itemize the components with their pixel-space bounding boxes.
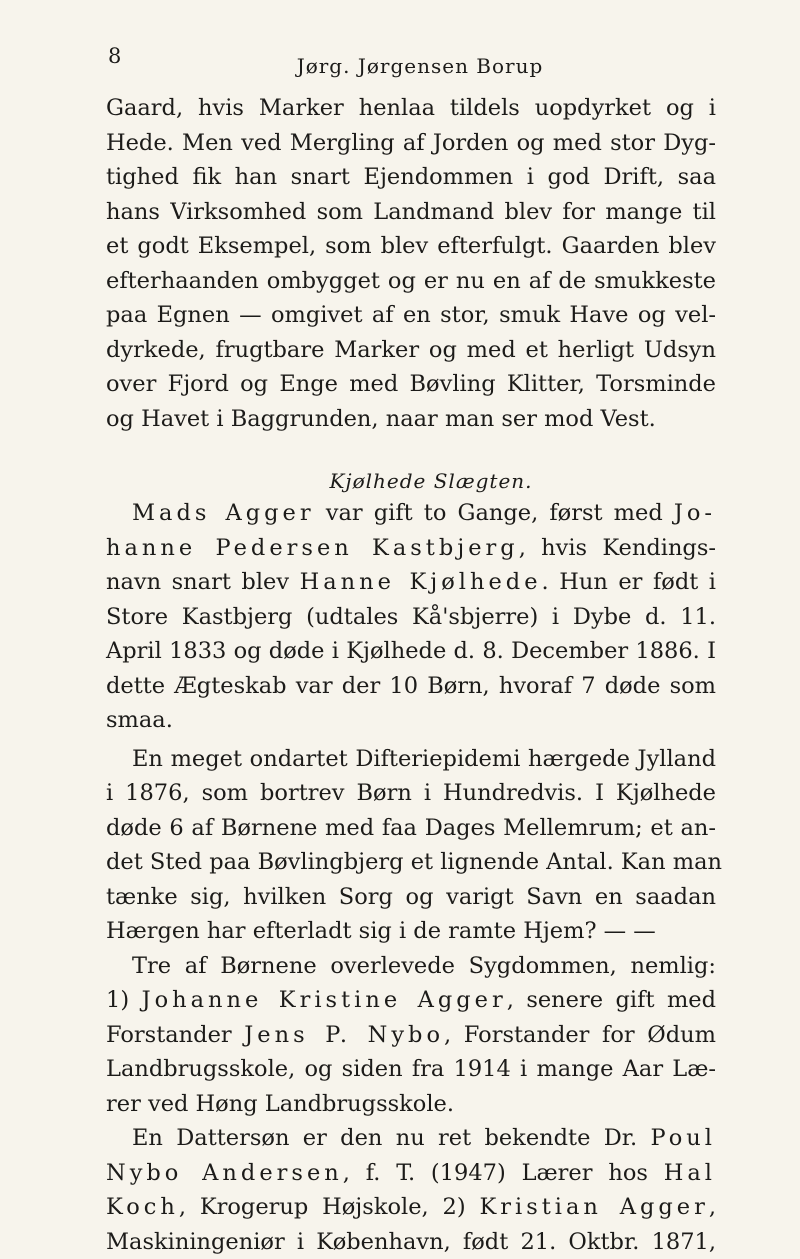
person-name: Kristian Agger xyxy=(479,1194,708,1220)
text-line: Maskiningeniør i København, født 21. Oktbr. 1871, xyxy=(106,1225,716,1259)
text-line: Forstander Jens P. Nybo, Forstander for Ødum xyxy=(106,1018,716,1053)
text-line: navn snart blev Hanne Kjølhede. Hun er født i xyxy=(106,565,716,600)
text-line: En meget ondartet Difteriepidemi hærgede Jylland xyxy=(106,742,716,777)
text-line: rer ved Høng Landbrugsskole. xyxy=(106,1087,716,1122)
text-line: Koch, Krogerup Højskole, 2) Kristian Agger, xyxy=(106,1190,716,1225)
text-line: efterhaanden ombygget og er nu en af de smukkeste xyxy=(106,264,716,299)
person-name: Mads Agger xyxy=(132,500,315,526)
text-line: Nybo Andersen, f. T. (1947) Lærer hos Hal xyxy=(106,1156,716,1191)
text-line: dette Ægteskab var der 10 Børn, hvoraf 7 døde som xyxy=(106,669,716,704)
person-name: Johanne Kristine Agger xyxy=(142,987,507,1013)
text-line: En Dattersøn er den nu ret bekendte Dr. Poul xyxy=(106,1121,716,1156)
text-line: Mads Agger var gift to Gange, først med Jo- xyxy=(106,496,716,531)
page-header xyxy=(100,44,740,80)
text-line: paa Egnen — omgivet af en stor, smuk Have og vel- xyxy=(106,298,716,333)
person-name: Jens P. Nybo xyxy=(244,1022,444,1048)
text-line: Store Kastbjerg (udtales Kå'sbjerre) i Dybe d. 11. xyxy=(106,600,716,635)
text-line: døde 6 af Børnene med faa Dages Mellemrum; et an- xyxy=(106,811,716,846)
text-line: Landbrugsskole, og siden fra 1914 i mange Aar Læ- xyxy=(106,1052,716,1087)
page-number: 8 xyxy=(108,44,121,68)
text-line: April 1833 og døde i Kjølhede d. 8. December 1886. I xyxy=(106,634,716,669)
text-line: Hærgen har efterladt sig i de ramte Hjem? — — xyxy=(106,914,716,949)
text-line: Gaard, hvis Marker henlaa tildels uopdyrket og i xyxy=(106,91,716,126)
person-name: Jo- xyxy=(674,500,716,526)
text-line: tænke sig, hvilken Sorg og varigt Savn en saadan xyxy=(106,880,716,915)
person-name: Hal xyxy=(664,1160,716,1186)
text-line: hans Virksomhed som Landmand blev for mange til xyxy=(106,195,716,230)
text-line: dyrkede, frugtbare Marker og med et herligt Udsyn xyxy=(106,333,716,368)
body-text xyxy=(106,91,716,1259)
text-line: Tre af Børnene overlevede Sygdommen, nemlig: xyxy=(106,949,716,984)
running-head: Jørg. Jørgensen Borup xyxy=(100,54,740,78)
person-name: Nybo Andersen xyxy=(106,1160,343,1186)
text-line: hanne Pedersen Kastbjerg, hvis Kendings- xyxy=(106,531,716,566)
text-line: et godt Eksempel, som blev efterfulgt. Gaarden blev xyxy=(106,229,716,264)
person-name: hanne Pedersen Kastbjerg xyxy=(106,535,519,561)
text-line: og Havet i Baggrunden, naar man ser mod Vest. xyxy=(106,402,716,437)
text-line: smaa. xyxy=(106,703,716,738)
text-line: Hede. Men ved Mergling af Jorden og med stor Dyg- xyxy=(106,126,716,161)
text-line: over Fjord og Enge med Bøvling Klitter, Torsminde xyxy=(106,367,716,402)
text-line: tighed fik han snart Ejendommen i god Drift, saa xyxy=(106,160,716,195)
text-line: det Sted paa Bøvlingbjerg et lignende Antal. Kan man xyxy=(106,845,716,880)
text-line: i 1876, som bortrev Børn i Hundredvis. I Kjølhede xyxy=(106,776,716,811)
text-line: 1) Johanne Kristine Agger, senere gift med xyxy=(106,983,716,1018)
section-heading: Kjølhede Slægten. xyxy=(106,466,716,496)
person-name: Poul xyxy=(651,1125,716,1151)
person-name: Hanne Kjølhede xyxy=(300,569,542,595)
person-name: Koch xyxy=(106,1194,179,1220)
